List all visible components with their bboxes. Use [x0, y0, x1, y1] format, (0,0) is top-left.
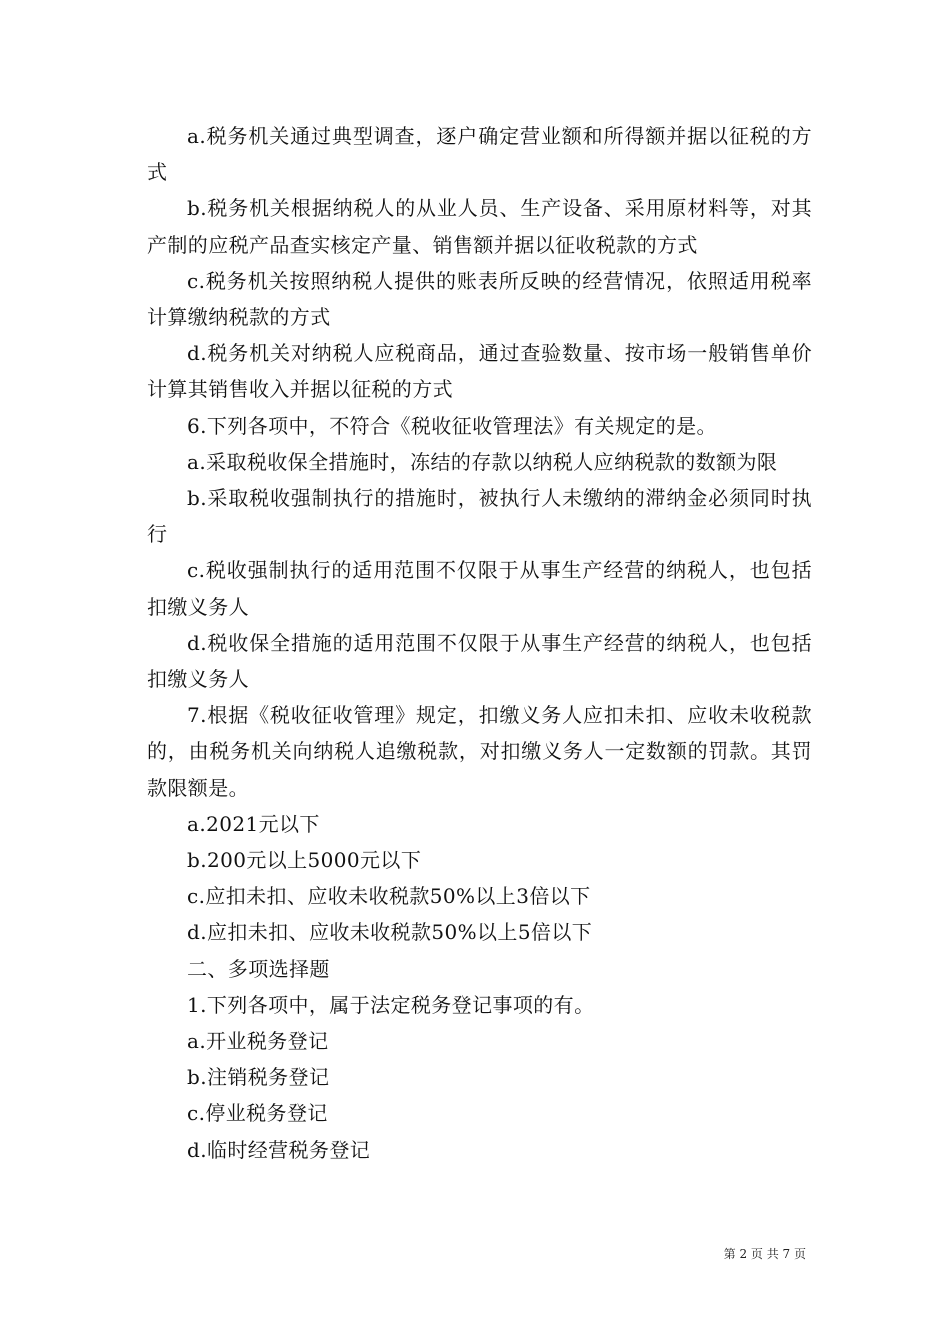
- question: 6.下列各项中，不符合《税收征收管理法》有关规定的是。: [187, 413, 717, 438]
- paragraph: a.2021元以下: [187, 811, 320, 836]
- paragraph: a.开业税务登记: [187, 1029, 329, 1054]
- paragraph: d.应扣未扣、应收未收税款50%以上5倍以下: [187, 920, 593, 945]
- document-body: [147, 118, 812, 1168]
- paragraph: d.税收保全措施的适用范围不仅限于从事生产经营的纳税人，也包括扣缴义务人: [147, 630, 812, 692]
- paragraph: c.税收强制执行的适用范围不仅限于从事生产经营的纳税人，也包括扣缴义务人: [147, 558, 812, 619]
- paragraph: d.临时经营税务登记: [187, 1137, 371, 1162]
- paragraph: a.采取税收保全措施时，冻结的存款以纳税人应纳税款的数额为限: [187, 449, 778, 474]
- paragraph: c.应扣未扣、应收未收税款50%以上3倍以下: [187, 884, 591, 909]
- paragraph: b.税务机关根据纳税人的从业人员、生产设备、采用原材料等，对其产制的应税产品查实核定产量、销售额并据以征收税款的方式: [147, 196, 812, 257]
- question: 1.下列各项中，属于法定税务登记事项的有。: [187, 992, 595, 1017]
- paragraph: b.200元以上5000元以下: [187, 848, 422, 873]
- paragraph: c.停业税务登记: [187, 1101, 328, 1126]
- paragraph: b.采取税收强制执行的措施时，被执行人未缴纳的滞纳金必须同时执行: [147, 486, 812, 547]
- paragraph: a.税务机关通过典型调查，逐户确定营业额和所得额并据以征税的方式: [147, 124, 812, 185]
- paragraph: c.税务机关按照纳税人提供的账表所反映的经营情况，依照适用税率计算缴纳税款的方式: [147, 268, 812, 330]
- paragraph: b.注销税务登记: [187, 1065, 330, 1090]
- question: 7.根据《税收征收管理》规定，扣缴义务人应扣未扣、应收未收税款的，由税务机关向纳税人追缴税款，对扣缴义务人一定数额的罚款。其罚款限额是。: [147, 703, 812, 800]
- section-heading: 二、多项选择题: [187, 956, 330, 981]
- page-number: 第 2 页 共 7 页: [723, 1247, 806, 1261]
- paragraph: d.税务机关对纳税人应税商品，通过查验数量、按市场一般销售单价计算其销售收入并据以征税的方式: [147, 341, 812, 402]
